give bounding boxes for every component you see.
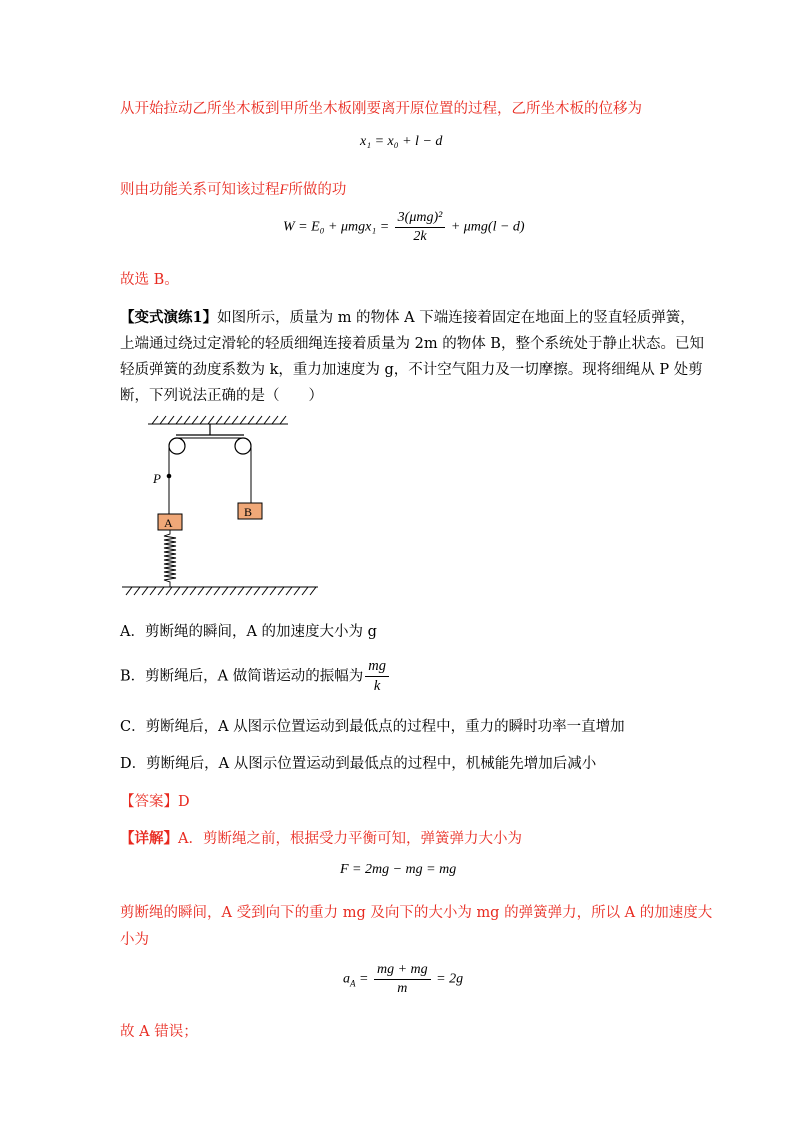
eq2-numerator: 3(μmg)² [395, 210, 446, 228]
option-d: D．剪断绳后，A 从图示位置运动到最低点的过程中，机械能先增加后减小 [120, 756, 597, 772]
para-work-a: 则由功能关系可知该过程 [120, 182, 280, 198]
option-b-fraction [365, 658, 389, 695]
option-c: C．剪断绳后，A 从图示位置运动到最低点的过程中，重力的瞬时功率一直增加 [120, 719, 625, 735]
eq4-fraction [374, 962, 431, 997]
para-work-b: 所做的功 [288, 182, 347, 198]
para-instant-line-1: 剪断绳的瞬间，A 受到向下的重力 mg 及向下的大小为 mg 的弹簧弹力，所以 A 的加速度大 [120, 905, 713, 921]
option-a: A．剪断绳的瞬间，A 的加速度大小为 g [120, 624, 377, 640]
answer: 【答案】D [120, 794, 190, 810]
problem-line-3: 轻质弹簧的劲度系数为 k，重力加速度为 g，不计空气阻力及一切摩擦。现将细绳从 P 处剪 [120, 362, 703, 378]
para-displacement: 从开始拉动乙所坐木板到甲所坐木板刚要离开原位置的过程，乙所坐木板的位移为 [120, 101, 642, 117]
label-a: A [164, 516, 173, 530]
label-b: B [244, 505, 253, 519]
equation-work [283, 210, 525, 245]
para-choice-b: 故选 B。 [120, 272, 179, 288]
equation-acceleration [343, 962, 463, 997]
eq2-left: W = E₀ + μmgx₁ = [283, 219, 390, 235]
para-work-f: F [279, 182, 289, 198]
detail-text: A．剪断绳之前，根据受力平衡可知，弹簧弹力大小为 [178, 831, 522, 847]
problem-tag: 【变式演练1】 [120, 309, 218, 326]
eq4-equals: = [359, 971, 369, 987]
problem-line-2: 上端通过绕过定滑轮的轻质细绳连接着质量为 2m 的物体 B，整个系统处于静止状态。已知 [120, 336, 704, 352]
equation-spring-force: F = 2mg − mg = mg [340, 862, 457, 877]
eq2-fraction [395, 210, 446, 245]
pulley-figure [118, 415, 328, 600]
problem-line-4: 断，下列说法正确的是（ ） [120, 388, 323, 404]
para-instant-line-2: 小为 [120, 932, 149, 948]
option-b-text: B．剪断绳后，A 做简谐运动的振幅为 [120, 668, 364, 685]
problem-line-1 [120, 306, 695, 327]
spring [164, 530, 176, 587]
ceiling [148, 416, 288, 424]
option-b [120, 658, 391, 695]
eq2-right: + μmg(l − d) [450, 219, 525, 235]
eq4-right: = 2g [436, 971, 464, 987]
option-b-denominator: k [373, 678, 381, 694]
problem-line-1-text: 如图所示，质量为 m 的物体 A 下端连接着固定在地面上的竖直轻质弹簧， [217, 310, 695, 326]
ground [122, 587, 318, 595]
equation-x1: x₁ = x₀ + l − d [360, 134, 443, 149]
eq4-denominator: m [397, 981, 408, 996]
option-b-numerator: mg [365, 658, 389, 677]
point-p [167, 474, 172, 479]
eq4-sub: A [350, 978, 356, 989]
para-conclusion-a: 故 A 错误； [120, 1024, 198, 1040]
detail-tag: 【详解】 [120, 830, 178, 847]
eq4-left: a [343, 971, 350, 987]
eq2-denominator: 2k [413, 229, 427, 244]
eq4-numerator: mg + mg [374, 962, 431, 980]
detail-line [120, 827, 522, 848]
label-p: P [153, 471, 161, 486]
para-work [120, 178, 346, 199]
pulley-support [176, 424, 244, 435]
